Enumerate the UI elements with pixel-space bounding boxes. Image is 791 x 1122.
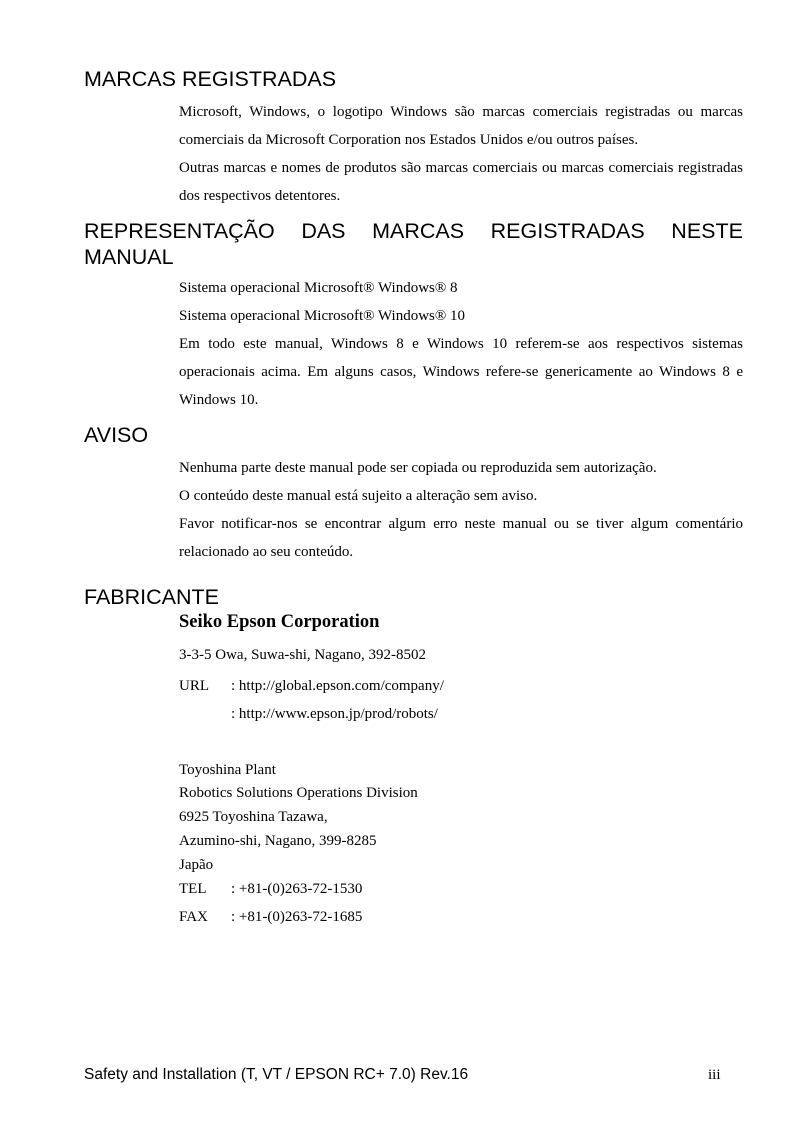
page-number: iii <box>708 1067 721 1083</box>
notice-line-1: Nenhuma parte deste manual pode ser copiada ou reproduzida sem autorização. <box>179 460 657 476</box>
tel-label: TEL <box>179 881 207 897</box>
url-link-2[interactable]: : http://www.epson.jp/prod/robots/ <box>231 706 438 722</box>
plant-city: Azumino-shi, Nagano, 399-8285 <box>179 833 377 849</box>
trademarks-paragraph-1: Microsoft, Windows, o logotipo Windows são marcas comerciais registradas ou marcas comerciais da Microsoft Corporation nos Estados Unidos e/ou outros países. <box>179 104 743 148</box>
company-address: 3-3-5 Owa, Suwa-shi, Nagano, 392-8502 <box>179 647 427 663</box>
notation-paragraph: Em todo este manual, Windows 8 e Windows 10 referem-se aos respectivos sistemas operacionais acima. Em alguns casos, Windows refere-se genericamente ao Windows 8 e Windows 10. <box>179 336 743 408</box>
url-link-1[interactable]: : http://global.epson.com/company/ <box>231 678 444 694</box>
url-line-1 <box>179 676 444 696</box>
url-line-2 <box>179 704 438 724</box>
company-name: Seiko Epson Corporation <box>179 612 380 632</box>
fax-line <box>179 907 362 927</box>
notice-paragraph: Favor notificar-nos se encontrar algum erro neste manual ou se tiver algum comentário relacionado ao seu conteúdo. <box>179 516 743 560</box>
plant-division: Robotics Solutions Operations Division <box>179 785 418 801</box>
fax-value: : +81-(0)263-72-1685 <box>231 909 363 925</box>
heading-trademarks: MARCAS REGISTRADAS <box>84 67 337 91</box>
plant-street: 6925 Toyoshina Tazawa, <box>179 809 328 825</box>
plant-country: Japão <box>179 857 214 873</box>
heading-manufacturer: FABRICANTE <box>84 585 219 609</box>
heading-notation-line-2: MANUAL <box>84 245 174 269</box>
tel-line <box>179 879 362 899</box>
url-label: URL <box>179 678 209 694</box>
tel-value: : +81-(0)263-72-1530 <box>231 881 363 897</box>
heading-notation: REPRESENTAÇÃO DAS MARCAS REGISTRADAS NESTE <box>84 219 743 243</box>
notation-os-line-1: Sistema operacional Microsoft® Windows® 8 <box>179 280 458 296</box>
notation-os-line-2: Sistema operacional Microsoft® Windows® 10 <box>179 308 466 324</box>
plant-name: Toyoshina Plant <box>179 762 276 778</box>
notice-line-2: O conteúdo deste manual está sujeito a alteração sem aviso. <box>179 488 538 504</box>
fax-label: FAX <box>179 909 208 925</box>
trademarks-paragraph-2: Outras marcas e nomes de produtos são marcas comerciais ou marcas comerciais registradas dos respectivos detentores. <box>179 160 743 204</box>
footer-title: Safety and Installation (T, VT / EPSON RC+ 7.0) Rev.16 <box>84 1066 469 1083</box>
heading-notice: AVISO <box>84 423 149 447</box>
